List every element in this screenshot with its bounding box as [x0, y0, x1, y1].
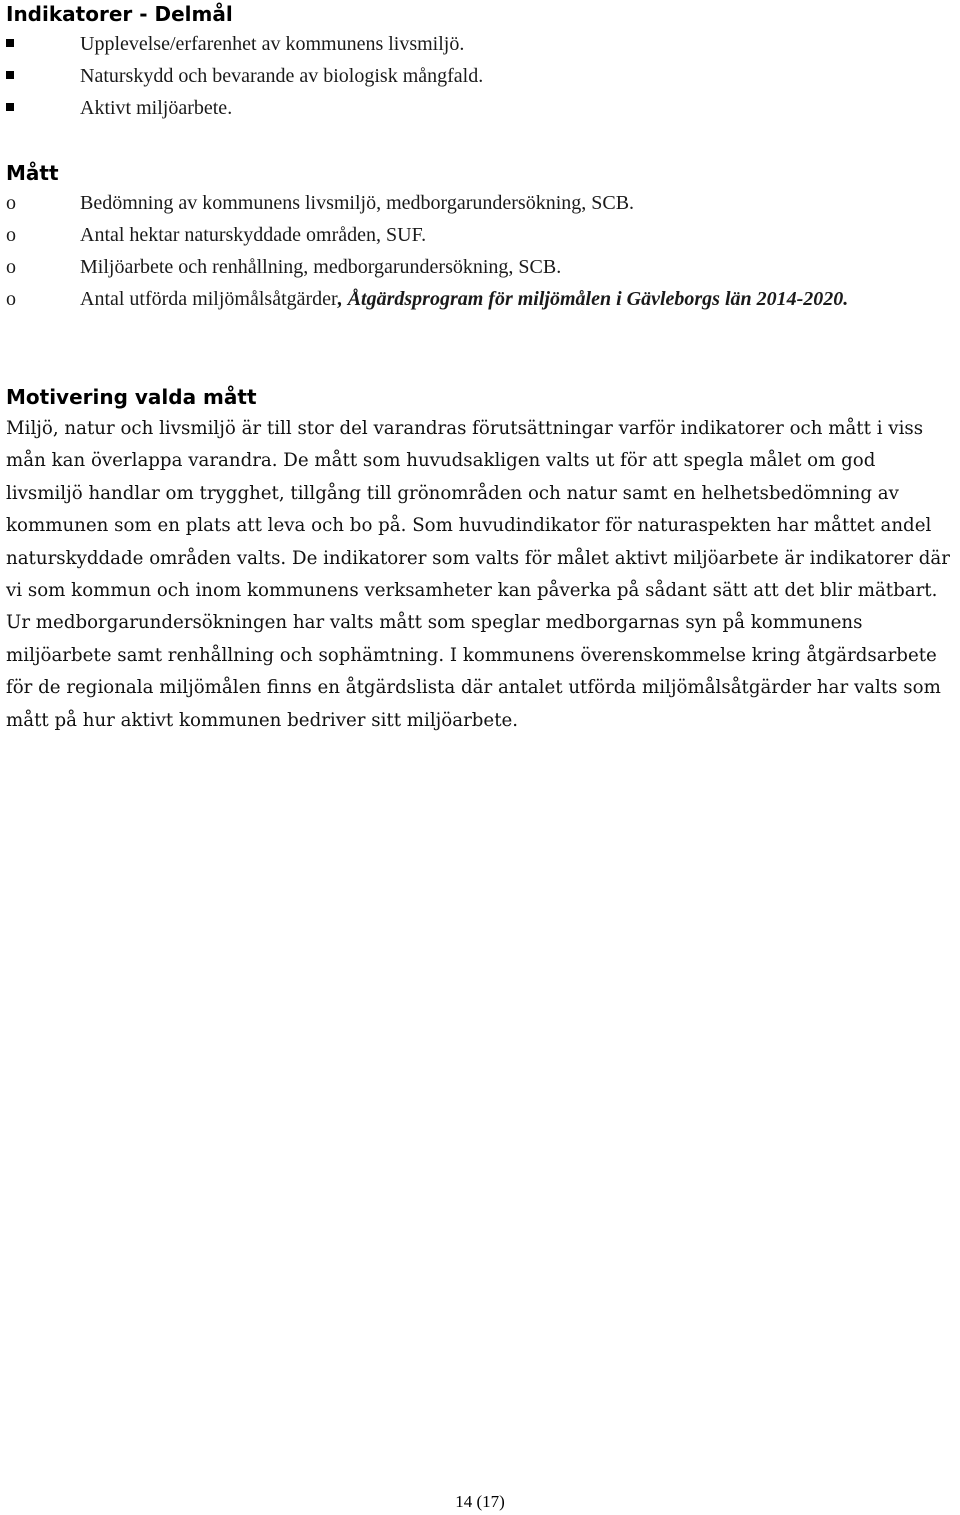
goal-text: Aktivt miljöarbete. — [80, 97, 233, 119]
measure-emphasis: , Åtgärdsprogram för miljömålen i Gävleborgs län 2014-2020. — [337, 288, 849, 310]
measure-text: Antal hektar naturskyddade områden, SUF. — [80, 224, 427, 246]
goal-item — [0, 92, 960, 124]
goal-item — [0, 60, 960, 92]
measure-text: Antal utförda miljömålsåtgärder — [80, 288, 338, 310]
circle-bullet-icon: o — [6, 192, 16, 214]
circle-bullet-icon: o — [6, 256, 16, 278]
goals-list — [0, 28, 960, 124]
measure-text: Bedömning av kommunens livsmiljö, medborgarundersökning, SCB. — [80, 192, 635, 214]
circle-bullet-icon: o — [6, 224, 16, 246]
circle-bullet-icon: o — [6, 288, 16, 310]
measure-item — [0, 251, 950, 283]
square-bullet-icon — [6, 39, 14, 47]
motivering-heading: Motivering valda mått — [6, 385, 257, 409]
goal-text: Naturskydd och bevarande av biologisk mångfald. — [80, 65, 484, 87]
measure-item — [0, 283, 950, 315]
page-number: 14 (17) — [455, 1492, 505, 1511]
motivering-paragraph: Miljö, natur och livsmiljö är till stor del varandras förutsättningar varför indikatorer och mått i viss mån kan överlappa varandra. De mått som huvudsakligen valts ut för att spegla målet om god livsmiljö handlar om trygghet, tillgång till grönområden och natur samt en helhetsbedömning av kommunen som en plats att leva och bo på. Som huvudindikator för naturaspekten har måttet andel naturskyddade områden valts. De indikatorer som valts för målet aktivt miljöarbete är indikatorer där vi som kommun och inom kommunens verksamheter kan påverka på sådant sätt att det blir mätbart. Ur medborgarundersökningen har valts mått som speglar medborgarnas syn på kommunens miljöarbete samt renhållning och sophämtning. I kommunens överenskommelse kring åtgärdsarbete för de regionala miljömålen finns en åtgärdslista där antalet utförda miljömålsåtgärder har valts som mått på hur aktivt kommunen bedriver sitt miljöarbete. — [6, 418, 950, 731]
square-bullet-icon — [6, 103, 14, 111]
square-bullet-icon — [6, 71, 14, 79]
indikatorer-heading: Indikatorer - Delmål — [6, 2, 233, 26]
matt-heading: Mått — [6, 161, 59, 185]
goal-item — [0, 28, 960, 60]
goal-text: Upplevelse/erfarenhet av kommunens livsmiljö. — [80, 33, 465, 55]
measure-text: Miljöarbete och renhållning, medborgarundersökning, SCB. — [80, 256, 562, 278]
measures-list — [0, 187, 950, 315]
measure-item — [0, 187, 950, 219]
measure-item — [0, 219, 950, 251]
